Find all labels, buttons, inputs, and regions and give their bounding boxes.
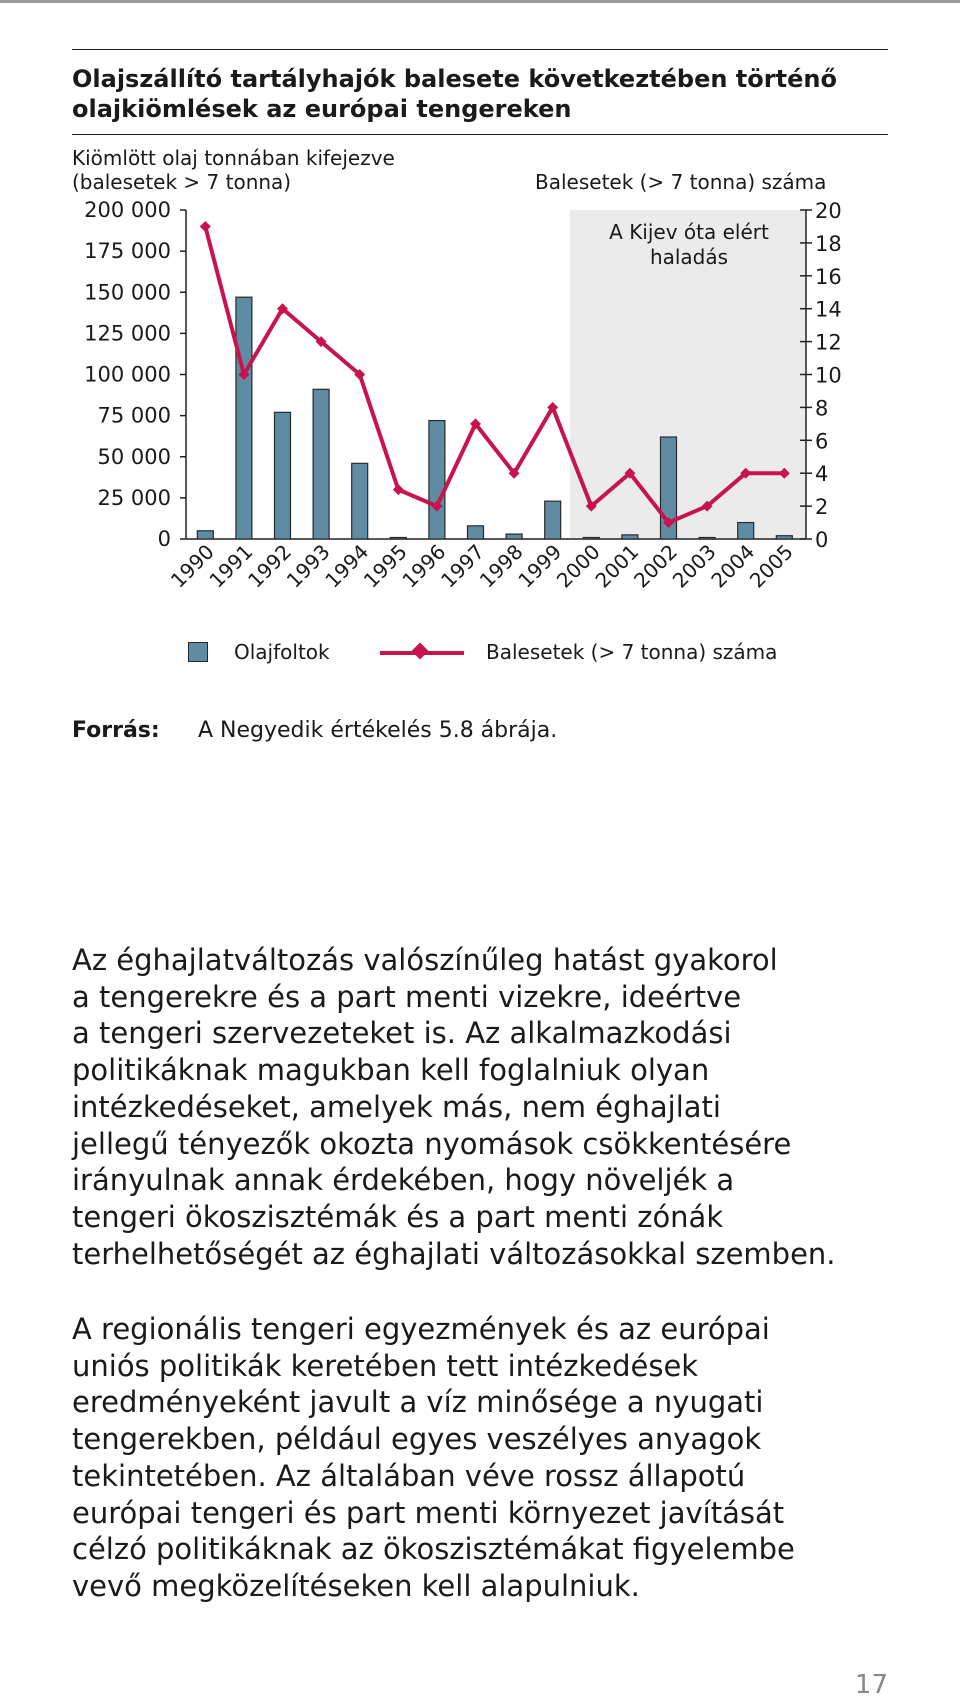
shaded-region-label-line2: haladás	[649, 245, 729, 269]
source-label: Forrás:	[72, 718, 160, 743]
x-tick-label-1994: 1994	[320, 539, 374, 593]
paragraph-2-line-5: tekintetében. Az általában véve rossz állapotú	[72, 1458, 746, 1493]
paragraph-1-line-7: irányulnak annak érdekében, hogy növeljék a	[72, 1163, 735, 1198]
x-tick-label-1998: 1998	[474, 539, 528, 593]
x-tick-label-1995: 1995	[358, 539, 412, 593]
paragraph-1-line-9: terhelhetőségét az éghajlati változásokkal szemben.	[72, 1236, 836, 1271]
left-axis-tick-label: 200 000	[84, 198, 171, 222]
bar-1996	[429, 421, 445, 539]
right-axis-tick-label: 20	[815, 199, 842, 223]
x-tick-label-2002: 2002	[629, 539, 683, 593]
bar-1997	[468, 526, 484, 539]
bar-2004	[738, 523, 754, 539]
bar-1991	[236, 297, 252, 539]
left-axis-tick-label: 125 000	[84, 321, 171, 346]
paragraph-2-line-7: célzó politikáknak az ökoszisztémákat figyelembe	[72, 1532, 795, 1567]
bar-1995	[390, 538, 406, 540]
shaded-region-label-line1: A Kijev óta elért	[609, 220, 769, 244]
x-tick-label-1993: 1993	[281, 539, 335, 593]
chart	[0, 150, 960, 620]
legend-bar-swatch	[188, 642, 208, 662]
left-axis-tick-label: 75 000	[97, 403, 171, 428]
x-tick-label-2004: 2004	[706, 539, 760, 593]
body-paragraph-2	[72, 1311, 902, 1605]
bar-1994	[352, 463, 368, 539]
paragraph-1-line-3: a tengeri szervezeteket is. Az alkalmazkodási	[72, 1016, 732, 1051]
right-axis-tick-label: 14	[815, 297, 842, 322]
paragraph-1-line-4: politikáknak magukban kell foglalniuk olyan	[72, 1053, 710, 1088]
legend-line-marker	[380, 642, 464, 662]
bar-1990	[197, 531, 213, 539]
bar-1993	[313, 389, 329, 539]
accidents-point-1990	[200, 221, 211, 232]
left-axis-tick-label: 150 000	[84, 280, 171, 305]
right-axis-tick-label: 4	[815, 462, 829, 487]
source-text: A Negyedik értékelés 5.8 ábrája.	[198, 718, 558, 743]
left-axis-tick-label: 0	[157, 527, 171, 551]
figure-top-rule	[72, 49, 888, 50]
left-axis-tick-label: 100 000	[84, 362, 171, 387]
bar-1992	[275, 412, 291, 539]
paragraph-2-line-3: eredményeként javult a víz minősége a nyugati	[72, 1385, 764, 1420]
right-axis-tick-label: 10	[815, 363, 842, 388]
page-number: 17	[854, 1670, 888, 1700]
paragraph-2-line-4: tengerekben, például egyes veszélyes anyagok	[72, 1422, 762, 1457]
right-axis-tick-label: 16	[815, 264, 842, 289]
left-axis-tick-label: 50 000	[97, 444, 171, 469]
right-axis-tick-label: 0	[815, 528, 829, 552]
x-tick-label-2005: 2005	[744, 539, 798, 593]
right-axis-tick-label: 6	[815, 429, 829, 454]
top-border	[0, 0, 960, 3]
paragraph-2-line-8: vevő megközelítéseken kell alapulniuk.	[72, 1568, 640, 1603]
x-tick-label-1992: 1992	[243, 539, 297, 593]
right-axis-tick-label: 18	[815, 231, 842, 256]
right-axis-tick-label: 2	[815, 495, 829, 520]
left-axis-caption-line2: (balesetek > 7 tonna)	[72, 170, 292, 194]
right-axis-caption: Balesetek (> 7 tonna) száma	[535, 170, 827, 194]
x-tick-label-1990: 1990	[165, 539, 219, 593]
paragraph-1-line-5: intézkedéseket, amelyek más, nem éghajlati	[72, 1089, 721, 1124]
bar-1998	[506, 534, 522, 539]
x-tick-label-1996: 1996	[397, 539, 451, 593]
left-axis-tick-label: 175 000	[84, 239, 171, 264]
x-tick-label-1997: 1997	[436, 539, 490, 593]
x-tick-label-1999: 1999	[513, 539, 567, 593]
source	[72, 716, 557, 746]
paragraph-1-line-2: a tengerekre és a part menti vizekre, ideértve	[72, 979, 742, 1014]
paragraph-2-line-2: uniós politikák keretében tett intézkedések	[72, 1348, 699, 1383]
bar-1999	[545, 501, 561, 539]
bar-2000	[583, 538, 599, 540]
right-axis-tick-label: 12	[815, 330, 842, 355]
accidents-point-1995	[393, 484, 404, 495]
paragraph-2-line-1: A regionális tengeri egyezmények és az európai	[72, 1312, 770, 1346]
x-tick-label-2000: 2000	[551, 539, 605, 593]
figure-title: Olajszállító tartályhajók balesete következtében történő olajkiömlések az európai tengereken	[72, 65, 837, 123]
x-tick-label-2003: 2003	[667, 539, 721, 593]
left-axis-tick-label: 25 000	[97, 485, 171, 510]
legend-line-label: Balesetek (> 7 tonna) száma	[486, 640, 778, 664]
bar-2005	[776, 536, 792, 539]
right-axis-tick-label: 8	[815, 396, 829, 421]
body-paragraph-1	[72, 942, 902, 1272]
left-axis-caption-line1: Kiömlött olaj tonnában kifejezve	[72, 146, 395, 170]
figure-title-rule	[72, 134, 888, 135]
bar-2001	[622, 535, 638, 539]
paragraph-1-line-1: Az éghajlatváltozás valószínűleg hatást gyakorol	[72, 943, 778, 977]
x-tick-label-1991: 1991	[204, 539, 258, 593]
legend	[188, 636, 777, 668]
paragraph-1-line-6: jellegű tényezők okozta nyomások csökkentésére	[72, 1126, 792, 1161]
bar-2003	[699, 538, 715, 540]
legend-bar-label: Olajfoltok	[234, 640, 330, 664]
x-tick-label-2001: 2001	[590, 539, 644, 593]
paragraph-1-line-8: tengeri ökoszisztémák és a part menti zónák	[72, 1199, 724, 1234]
paragraph-2-line-6: európai tengeri és part menti környezet javítását	[72, 1495, 785, 1530]
